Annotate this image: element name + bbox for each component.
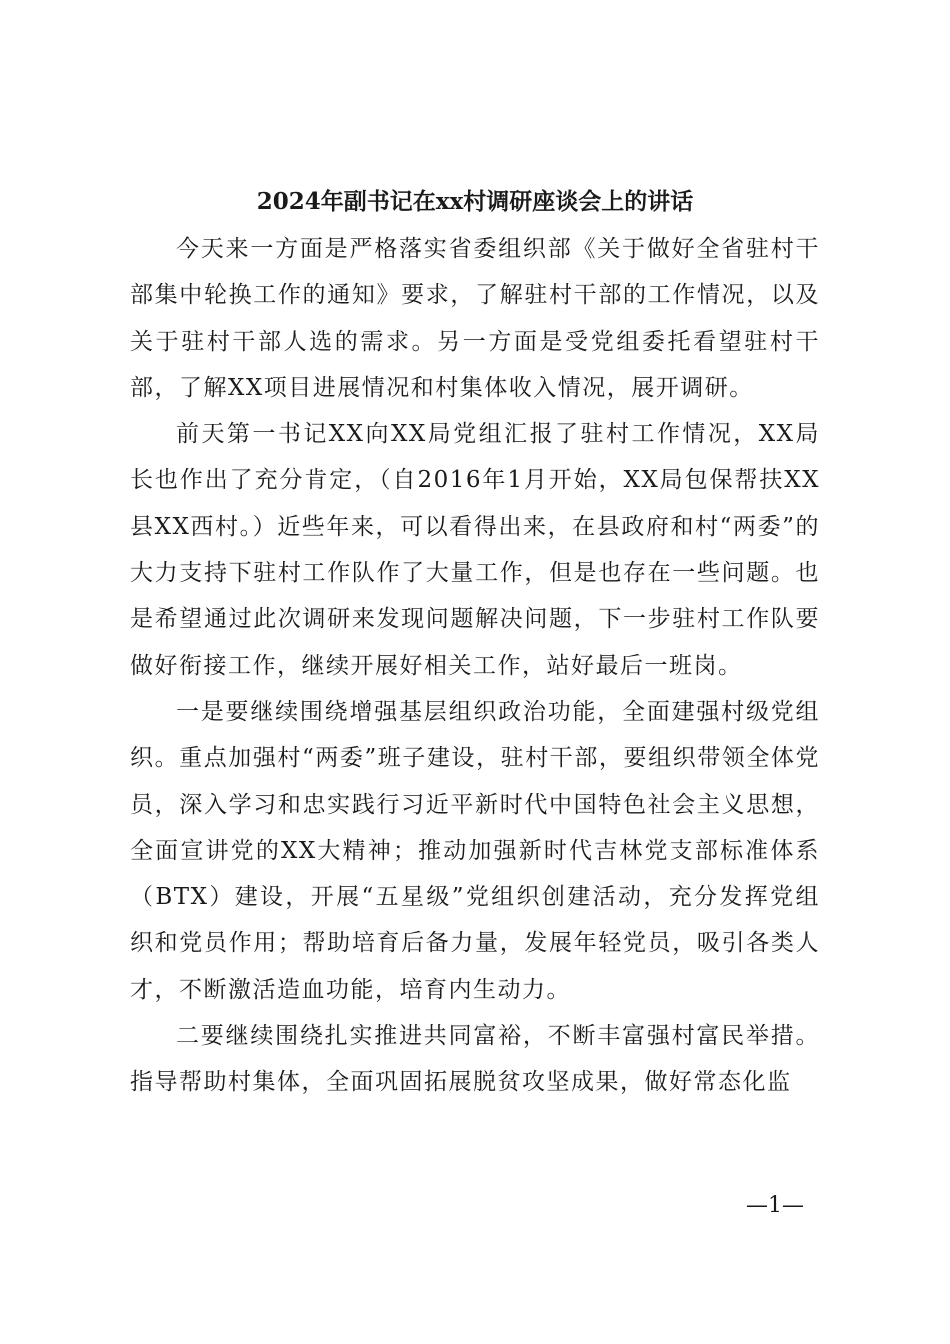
paragraph-background: 前天第一书记XX向XX局党组汇报了驻村工作情况，XX局长也作出了充分肯定，（自2016年1月开始，XX局包保帮扶XX县XX西村。）近些年来，可以看得出来，在县政府和村“两委”的大力支持下驻村工作队作了大量工作，但是也存在一些问题。也是希望通过此次调研来发现问题解决问题，下一步驻村工作队要做好衔接工作，继续开展好相关工作，站好最后一班岗。 [130,421,820,679]
paragraph-point-two: 二要继续围绕扎实推进共同富裕，不断丰富强村富民举措。指导帮助村集体，全面巩固拓展脱贫攻坚成果，做好常态化监 [130,1023,820,1096]
page-number: —1— [746,1193,804,1218]
document-title: 2024年副书记在xx村调研座谈会上的讲话 [256,188,694,215]
paragraph-point-one: 一是要继续围绕增强基层组织政治功能，全面建强村级党组织。重点加强村“两委”班子建设，驻村干部，要组织带领全体党员，深入学习和忠实践行习近平新时代中国特色社会主义思想，全面宣讲党的XX大精神；推动加强新时代吉林党支部标准体系（BTX）建设，开展“五星级”党组织创建活动，充分发挥党组织和党员作用；帮助培育后备力量，发展年轻党员，吸引各类人才，不断激活造血功能，培育内生动力。 [130,698,820,1003]
document-body [130,226,820,1106]
paragraph-intro: 今天来一方面是严格落实省委组织部《关于做好全省驻村干部集中轮换工作的通知》要求，了解驻村干部的工作情况，以及关于驻村干部人选的需求。另一方面是受党组委托看望驻村干部，了解XX项目进展情况和村集体收入情况，展开调研。 [130,236,820,401]
